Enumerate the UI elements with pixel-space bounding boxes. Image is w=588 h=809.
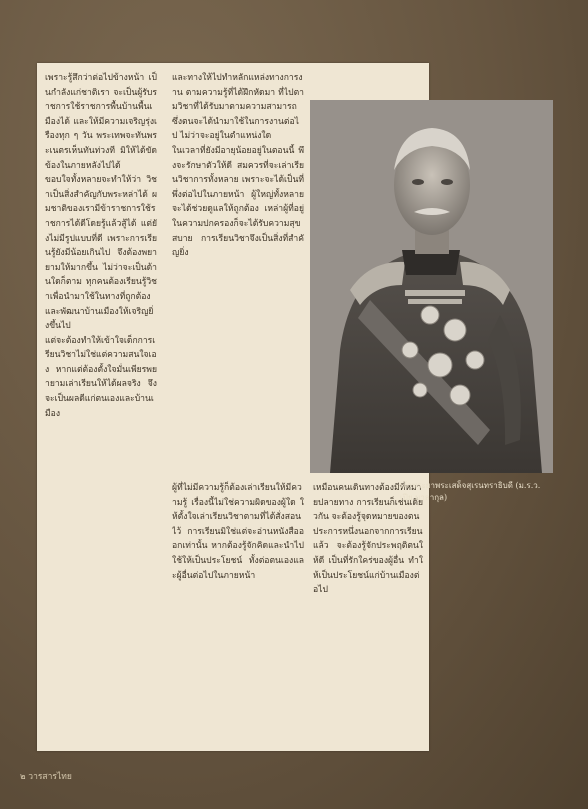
paragraph: แต่จะต้องทำให้เข้าใจเด็กการเรียนวิชาไม่ใช่แต่ความสนใจเอง หากแต่ต้องตั้งใจมั่นเพียรพยายามเล่าเรียนให้ได้ผลจริง จึงจะเป็นผลดีแก่ตนเองและบ้านเมือง bbox=[45, 335, 157, 419]
paragraph: ประการหนึ่งนอกจากการเรียนแล้ว จะต้องรู้จักประพฤติตนให้ดี เป็นที่รักใคร่ของผู้อื่น ทำให้เป็นประโยชน์แก่บ้านเมืองต่อไป bbox=[313, 526, 423, 596]
photo-caption: เจ้าพระยาพระเสด็จสุเรนทราธิบดี (ม.ร.ว. เปีย มาลากุล) bbox=[400, 481, 541, 502]
article-column-middle-bottom bbox=[172, 481, 304, 747]
page-footer: ๒ วารสารไทย bbox=[20, 772, 72, 782]
paragraph: ผู้ที่ไม่มีความรู้ก็ต้องเล่าเรียนให้มีความรู้ เรื่องนี้ไม่ใช่ความผิดของผู้ใด ให้ตั้งใจเล่าเรียนวิชาตามที่ได้สั่งสอนไว้ การเรียนมิใช่แต่จะอ่านหนังสือออกเท่านั้น หากต้องรู้จักคิดและนำไปใช้ให้เป็นประโยชน์ ทั้งต่อตนเองและผู้อื่นต่อไปในภายหน้า bbox=[172, 483, 304, 581]
paragraph: เพราะรู้สึกว่าต่อไปข้างหน้า เป็นกำลังแก่ชาติเรา จะเป็นผู้รับราชการใช้ราชการพื้นบ้านพื้นเมืองได้ และให้มีความเจริญรุ่งเรืองทุก ๆ วัน พระเทพจะทันพระเนตรเห็นทันท่วงที มิให้ได้ขัดข้องในภายหลังไปได้ bbox=[45, 73, 157, 171]
paragraph: และทางให้ไปทำหลักแหล่งทางการงาน ตามความรู้ที่ได้ฝึกหัดมา ที่ไปตามวิชาที่ได้รับมาตามความสามารถ ซึ่งตนจะได้นำมาใช้ในการงานต่อไป ไม่ว่าจะอยู่ในตำแหน่งใด bbox=[172, 73, 304, 142]
portrait-photo bbox=[310, 100, 553, 473]
paragraph: ขอบใจทั้งหลายจะทำให้ว่า วิชาเป็นสิ่งสำคัญกับพระหล่าได้ ผมชาติของเรามีข้าราชการใช้ราชการได้ดีโดยรู้แล้วสู้ได้ แต่ยังไม่มีรูปแบบที่ดี เพราะการเรียนรู้ยังมีน้อยเกินไป จึงต้องพยายามให้มากขึ้น ไม่ว่าจะเป็นด้านใดก็ตาม ทุกคนต้องเรียนรู้วิชาเพื่อนำมาใช้ในทางที่ถูกต้อง และพัฒนาบ้านเมืองให้เจริญยิ่งขึ้นไป bbox=[45, 175, 157, 332]
article-column-middle-top bbox=[172, 71, 304, 469]
portrait-illustration bbox=[310, 100, 553, 473]
paragraph: ในเวลาที่ยังมีอายุน้อยอยู่ในตอนนี้ พึงจะรักษาตัวให้ดี สมควรที่จะเล่าเรียนวิชาการทั้งหลาย เพราะจะได้เป็นที่พึ่งต่อไปในภายหน้า ผู้ใหญ่ทั้งหลายจะได้ช่วยดูแลให้ถูกต้อง เหล่าผู้ที่อยู่ในความปกครองก็จะได้รับความสุขสบาย การเรียนวิชาจึงเป็นสิ่งที่สำคัญยิ่ง bbox=[172, 145, 304, 259]
article-column-left bbox=[45, 71, 157, 747]
paragraph: เหมือนคนเดินทางต้องมีที่หมายปลายทาง การเรียนก็เช่นเดียวกัน จะต้องรู้จุดหมายของตน bbox=[313, 483, 423, 523]
article-column-right-bottom bbox=[313, 481, 423, 747]
